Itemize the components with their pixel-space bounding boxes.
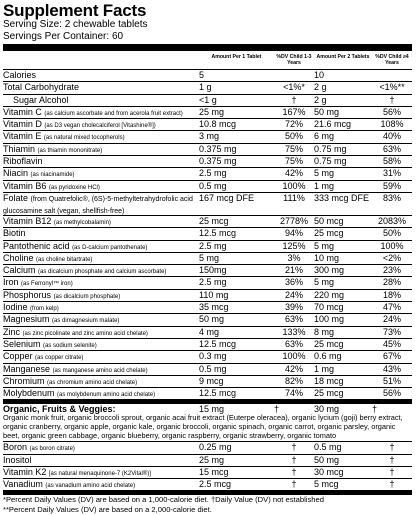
dv-child: † bbox=[291, 466, 297, 477]
amount-2: 25 mcg bbox=[314, 388, 344, 399]
amount-2: 10 bbox=[314, 70, 325, 80]
amount-2: 5 mg bbox=[314, 240, 335, 251]
nutrient-label bbox=[3, 479, 135, 492]
nutrient-label bbox=[3, 277, 73, 290]
dv-child: 94% bbox=[284, 228, 303, 239]
nutrient-name: Choline bbox=[3, 252, 34, 263]
nutrient-name: Magnesium bbox=[3, 314, 50, 325]
dv-child: 42% bbox=[284, 168, 303, 179]
nutrient-name: Pantothenic acid bbox=[3, 240, 70, 251]
nutrient-row bbox=[3, 241, 412, 253]
nutrient-source: (as vanadium amino acid chelate) bbox=[45, 483, 136, 490]
nutrient-source: (as boron citrate) bbox=[29, 446, 75, 453]
nutrient-name: Vitamin D bbox=[3, 119, 42, 130]
nutrient-row bbox=[3, 376, 412, 388]
nutrient-label bbox=[3, 181, 100, 194]
dv-child: 75% bbox=[284, 156, 303, 167]
dv-adult: 50% bbox=[382, 228, 401, 239]
nutrient-row bbox=[3, 479, 412, 491]
amount-1: 12.5 mcg bbox=[199, 228, 237, 239]
amount-1: 12.5 mcg bbox=[199, 388, 237, 399]
nutrient-row bbox=[3, 339, 412, 351]
col-dv-adult: %DV Child ≥4 Years bbox=[375, 54, 409, 66]
organic-blend bbox=[3, 404, 412, 442]
nutrient-source: (as D3 vegan cholecalciferol [Vitashine®]) bbox=[44, 123, 156, 130]
amount-1: 50 mg bbox=[199, 314, 225, 325]
dv-child: 24% bbox=[284, 289, 303, 300]
nutrient-row bbox=[3, 467, 412, 479]
dv-child: 21% bbox=[284, 265, 303, 276]
nutrient-name: Selenium bbox=[3, 338, 41, 349]
nutrient-row bbox=[3, 119, 412, 131]
dv-adult: 40% bbox=[382, 131, 401, 142]
amount-2: 0.75 mg bbox=[314, 143, 347, 154]
nutrient-source: (as copper citrate) bbox=[35, 355, 84, 362]
amount-1: 25 mcg bbox=[199, 215, 229, 226]
dv-adult: 83% bbox=[382, 192, 401, 203]
amount-1: 2.5 mg bbox=[199, 168, 227, 179]
amount-2: 30 mg bbox=[314, 404, 340, 415]
dv-child: 63% bbox=[284, 338, 303, 349]
nutrient-source: [as natural menaquinone-7 (K2Vital®)] bbox=[48, 470, 151, 477]
amount-2: 5 mg bbox=[314, 168, 335, 179]
nutrient-source: (as sodium selenite) bbox=[43, 342, 97, 349]
dv-adult: 43% bbox=[382, 363, 401, 374]
supplement-facts-panel bbox=[3, 2, 412, 515]
nutrient-label bbox=[3, 364, 148, 377]
nutrient-name: Riboflavin bbox=[3, 156, 43, 167]
nutrient-source: (from kelp) bbox=[30, 306, 59, 313]
nutrient-name: Sugar Alcohol bbox=[13, 94, 69, 105]
nutrient-source: (as manganese amino acid chelate) bbox=[52, 367, 148, 374]
nutrient-name: Vitamin K2 bbox=[3, 466, 47, 477]
nutrient-name: Vitamin B12 bbox=[3, 215, 52, 226]
nutrient-row bbox=[3, 327, 412, 339]
dv-adult: 47% bbox=[382, 302, 401, 313]
nutrient-row bbox=[3, 455, 412, 467]
dv-child: † bbox=[291, 442, 297, 453]
amount-1: 0.25 mg bbox=[199, 442, 232, 453]
nutrient-label bbox=[3, 144, 102, 157]
nutrient-name: Total Carbohydrate bbox=[3, 82, 80, 93]
footnote-2: **Percent Daily Values (DV) are based on a 2,000-calorie diet. bbox=[3, 504, 212, 514]
amount-2: 0.75 mg bbox=[314, 156, 347, 167]
dv-adult: 28% bbox=[382, 277, 401, 288]
dv-adult: † bbox=[389, 479, 395, 490]
nutrient-source: (as pyridoxine HCl) bbox=[48, 184, 100, 191]
nutrient-name: Boron bbox=[3, 442, 28, 453]
amount-1: 1 g bbox=[199, 82, 212, 93]
dv-adult: 45% bbox=[382, 338, 401, 349]
nutrient-source: (as natural mixed tocopherols) bbox=[43, 135, 125, 142]
footnote-1: *Percent Daily Values (DV) are based on a 1,000-calorie diet. †Daily Value (DV) not established bbox=[3, 495, 324, 505]
nutrient-row bbox=[3, 216, 412, 228]
nutrient-name: Vitamin C bbox=[3, 106, 42, 117]
amount-2: 25 mcg bbox=[314, 228, 344, 239]
amount-1: 0.375 mg bbox=[199, 156, 237, 167]
nutrient-label bbox=[3, 314, 119, 327]
dv-adult: † bbox=[389, 466, 395, 477]
dv-child: † bbox=[291, 479, 297, 490]
servings-per-container: Servings Per Container: 60 bbox=[3, 31, 124, 42]
dv-child: 42% bbox=[284, 363, 303, 374]
nutrient-name: Thiamin bbox=[3, 143, 36, 154]
amount-2: 220 mg bbox=[314, 289, 345, 300]
nutrient-label bbox=[3, 253, 92, 266]
nutrient-label bbox=[3, 265, 166, 278]
nutrient-name: Vitamin B6 bbox=[3, 180, 47, 191]
nutrient-row bbox=[3, 253, 412, 265]
dv-child: 39% bbox=[284, 302, 303, 313]
dv-child: † bbox=[291, 454, 297, 465]
nutrient-row bbox=[3, 351, 412, 363]
amount-2: 5 mcg bbox=[314, 479, 339, 490]
blend-ingredients: Organic monk fruit, organic broccoli sprout, organic acai fruit extract (Euterpe oleracea), organic lycium (goji) berry extract, organic cranberry, organic apple, organic kale, organic broccoli, organic spinach, organic carrot, organic parsley, organic beet, organic green cabbage, organic blueberry, organic raspberry, organic strawberry, organic tomato bbox=[3, 413, 403, 440]
panel-title: Supplement Facts bbox=[3, 1, 147, 20]
nutrient-label bbox=[3, 455, 32, 466]
dv-child: 72% bbox=[284, 119, 303, 130]
dv-child: 133% bbox=[282, 326, 306, 337]
dv-adult: 63% bbox=[382, 143, 401, 154]
nutrient-row bbox=[3, 156, 412, 168]
dv-child: † bbox=[274, 404, 280, 415]
thick-divider bbox=[3, 44, 412, 51]
dv-child: 50% bbox=[284, 131, 303, 142]
amount-1: 9 mcg bbox=[199, 375, 224, 386]
amount-1: 4 mg bbox=[199, 326, 220, 337]
nutrient-name: Iodine bbox=[3, 302, 28, 313]
nutrient-source: (as dimagnesium malate) bbox=[52, 318, 120, 325]
nutrient-source: (from Quatrefolic®, (6S)-5-methyltetrahydrofolic acid glucosamine salt (vegan, shellfish-free) bbox=[3, 195, 193, 215]
dv-adult: † bbox=[372, 404, 378, 415]
dv-adult: 56% bbox=[382, 388, 401, 399]
amount-2: 100 mg bbox=[314, 314, 345, 325]
nutrient-source: (as chromium amino acid chelate) bbox=[47, 379, 138, 386]
nutrient-row bbox=[3, 131, 412, 143]
amount-2: 8 mg bbox=[314, 326, 335, 337]
amount-2: 50 mg bbox=[314, 106, 340, 117]
nutrient-label bbox=[3, 302, 59, 315]
amount-1: 25 mg bbox=[199, 454, 225, 465]
nutrient-label bbox=[3, 156, 43, 167]
dv-adult: 108% bbox=[380, 119, 404, 130]
nutrient-source: (as dicalcium phosphate) bbox=[53, 293, 121, 300]
nutrient-source: (as calcium ascorbate and from acerola fruit extract) bbox=[44, 110, 183, 117]
nutrient-name: Chromium bbox=[3, 375, 45, 386]
nutrient-label bbox=[3, 107, 183, 120]
nutrient-row bbox=[3, 144, 412, 156]
nutrient-label bbox=[3, 327, 148, 340]
nutrient-source: (as D-calcium pantothenate) bbox=[72, 244, 148, 251]
amount-1: 2.5 mcg bbox=[199, 479, 232, 490]
nutrient-name: Phosphorus bbox=[3, 289, 52, 300]
amount-1: 2.5 mg bbox=[199, 277, 227, 288]
col-dv-child: %DV Child 1-3 Years bbox=[276, 54, 312, 66]
nutrient-row bbox=[3, 265, 412, 277]
dv-adult: 73% bbox=[382, 326, 401, 337]
amount-2: 1 mg bbox=[314, 180, 335, 191]
dv-adult: 58% bbox=[382, 156, 401, 167]
nutrient-row-folate bbox=[3, 193, 412, 216]
nutrient-label bbox=[3, 168, 75, 181]
amount-2: 21.6 mcg bbox=[314, 119, 352, 130]
dv-adult: 23% bbox=[382, 265, 401, 276]
dv-adult: 31% bbox=[382, 168, 401, 179]
dv-child: <1%* bbox=[283, 82, 305, 93]
serving-size: Serving Size: 2 chewable tablets bbox=[3, 19, 148, 30]
dv-child: † bbox=[291, 94, 297, 105]
amount-2: 0.5 mg bbox=[314, 442, 342, 453]
dv-adult: † bbox=[389, 94, 395, 105]
dv-adult: 67% bbox=[382, 351, 401, 362]
nutrient-source: (as choline bitartrate) bbox=[36, 256, 93, 263]
nutrient-name: Zinc bbox=[3, 326, 21, 337]
nutrient-label bbox=[3, 467, 151, 480]
nutrient-label bbox=[3, 119, 156, 132]
dv-child: 2778% bbox=[279, 215, 309, 226]
amount-2: 6 mg bbox=[314, 131, 335, 142]
nutrient-label bbox=[3, 82, 79, 93]
amount-2: 30 mcg bbox=[314, 466, 344, 477]
nutrient-row bbox=[3, 228, 412, 240]
dv-adult: 51% bbox=[382, 375, 401, 386]
blend-name: Organic, Fruits & Veggies: bbox=[3, 404, 116, 415]
column-header bbox=[3, 51, 412, 70]
dv-adult: † bbox=[389, 442, 395, 453]
dv-adult: <2% bbox=[382, 252, 402, 263]
nutrient-name: Niacin bbox=[3, 168, 29, 179]
nutrient-source: (as dicalcium phosphate and calcium ascorbate) bbox=[38, 269, 167, 276]
nutrient-row bbox=[3, 388, 412, 400]
nutrient-label bbox=[3, 376, 137, 389]
nutrient-row bbox=[3, 107, 412, 119]
dv-child: 167% bbox=[282, 106, 306, 117]
nutrient-row bbox=[3, 442, 412, 454]
nutrient-source: (as thiamin mononitrate) bbox=[37, 147, 103, 154]
nutrient-row bbox=[3, 290, 412, 302]
nutrient-row bbox=[3, 82, 412, 94]
nutrient-row bbox=[3, 314, 412, 326]
nutrient-row bbox=[3, 302, 412, 314]
nutrient-label bbox=[3, 241, 147, 254]
nutrient-label bbox=[3, 216, 111, 229]
dv-child: 3% bbox=[287, 252, 301, 263]
amount-1: 0.5 mg bbox=[199, 363, 227, 374]
amount-1: 25 mg bbox=[199, 106, 225, 117]
nutrient-row bbox=[3, 95, 412, 107]
amount-1: 5 mg bbox=[199, 252, 220, 263]
nutrient-source: (as molybdenum amino acid chelate) bbox=[57, 392, 156, 399]
amount-2: 70 mcg bbox=[314, 302, 344, 313]
nutrient-name: Folate bbox=[3, 192, 29, 203]
nutrient-label bbox=[3, 95, 69, 106]
dv-adult: 100% bbox=[380, 240, 404, 251]
amount-1: 0.375 mg bbox=[199, 143, 237, 154]
amount-2: 2 g bbox=[314, 82, 327, 93]
nutrient-row bbox=[3, 168, 412, 180]
nutrient-label bbox=[3, 388, 155, 401]
dv-child: 36% bbox=[284, 277, 303, 288]
nutrient-name: Calcium bbox=[3, 265, 36, 276]
amount-2: 50 mg bbox=[314, 454, 340, 465]
amount-1: 150mg bbox=[199, 265, 227, 276]
amount-2: 25 mcg bbox=[314, 338, 344, 349]
amount-1: 15 mg bbox=[199, 404, 225, 415]
col-amount-2: Amount Per 2 Tablets bbox=[316, 54, 370, 60]
nutrient-label bbox=[3, 131, 125, 144]
dv-adult: 59% bbox=[382, 180, 401, 191]
amount-2: 10 mg bbox=[314, 252, 340, 263]
nutrient-row bbox=[3, 277, 412, 289]
amount-1: 15 mcg bbox=[199, 466, 229, 477]
nutrient-name: Biotin bbox=[3, 228, 26, 239]
amount-2: 0.6 mg bbox=[314, 351, 342, 362]
nutrient-label bbox=[3, 228, 26, 239]
dv-adult: 2083% bbox=[377, 215, 407, 226]
nutrient-row bbox=[3, 364, 412, 376]
amount-1: 2.5 mg bbox=[199, 240, 227, 251]
nutrient-source: (as methylcobalamin) bbox=[53, 219, 111, 226]
amount-1: 12.5 mcg bbox=[199, 338, 237, 349]
nutrient-label bbox=[3, 290, 120, 303]
amount-1: 3 mg bbox=[199, 131, 220, 142]
nutrient-name: Molybdenum bbox=[3, 388, 55, 399]
dv-adult: 56% bbox=[382, 106, 401, 117]
nutrient-name: Copper bbox=[3, 351, 33, 362]
nutrient-name: Vanadium bbox=[3, 479, 43, 490]
amount-2: 333 mcg DFE bbox=[314, 192, 370, 203]
nutrient-row bbox=[3, 181, 412, 193]
dv-child: 100% bbox=[282, 180, 306, 191]
amount-2: 2 g bbox=[314, 94, 327, 105]
nutrient-row bbox=[3, 70, 412, 82]
col-amount-1: Amount Per 1 Tablet bbox=[211, 54, 262, 60]
amount-2: 18 mcg bbox=[314, 375, 344, 386]
amount-2: 50 mcg bbox=[314, 215, 344, 226]
dv-child: 125% bbox=[282, 240, 306, 251]
dv-adult: 18% bbox=[382, 289, 401, 300]
nutrient-name: Calories bbox=[3, 70, 37, 80]
amount-2: 5 mg bbox=[314, 277, 335, 288]
nutrient-label bbox=[3, 442, 75, 455]
nutrient-source: (as Ferronyl™ iron) bbox=[21, 281, 73, 288]
amount-1: 35 mcg bbox=[199, 302, 229, 313]
nutrient-label bbox=[3, 70, 36, 81]
nutrient-name: Iron bbox=[3, 277, 19, 288]
amount-1: <1 g bbox=[199, 94, 217, 105]
amount-1: 167 mcg DFE bbox=[199, 192, 255, 203]
dv-child: 82% bbox=[284, 375, 303, 386]
amount-2: 1 mg bbox=[314, 363, 335, 374]
amount-1: 0.3 mg bbox=[199, 351, 227, 362]
dv-child: 63% bbox=[284, 314, 303, 325]
dv-adult: 24% bbox=[382, 314, 401, 325]
nutrient-label bbox=[3, 339, 97, 352]
dv-child: 74% bbox=[284, 388, 303, 399]
dv-adult: <1%** bbox=[379, 82, 405, 93]
amount-1: 5 bbox=[199, 70, 205, 80]
nutrient-name: Vitamin E bbox=[3, 131, 42, 142]
amount-1: 110 mg bbox=[199, 289, 229, 300]
dv-child: 111% bbox=[283, 192, 305, 203]
amount-2: 300 mg bbox=[314, 265, 345, 276]
amount-1: 10.8 mcg bbox=[199, 119, 237, 130]
nutrient-label bbox=[3, 351, 83, 364]
dv-adult: † bbox=[389, 454, 395, 465]
nutrient-source: (as niacinamide) bbox=[30, 172, 75, 179]
nutrient-source: (as zinc picolinate and zinc amino acid chelate) bbox=[22, 330, 148, 337]
amount-1: 0.5 mg bbox=[199, 180, 227, 191]
dv-child: 100% bbox=[282, 351, 306, 362]
nutrient-name: Manganese bbox=[3, 363, 51, 374]
dv-child: 75% bbox=[284, 143, 303, 154]
nutrient-name: Inositol bbox=[3, 454, 32, 465]
